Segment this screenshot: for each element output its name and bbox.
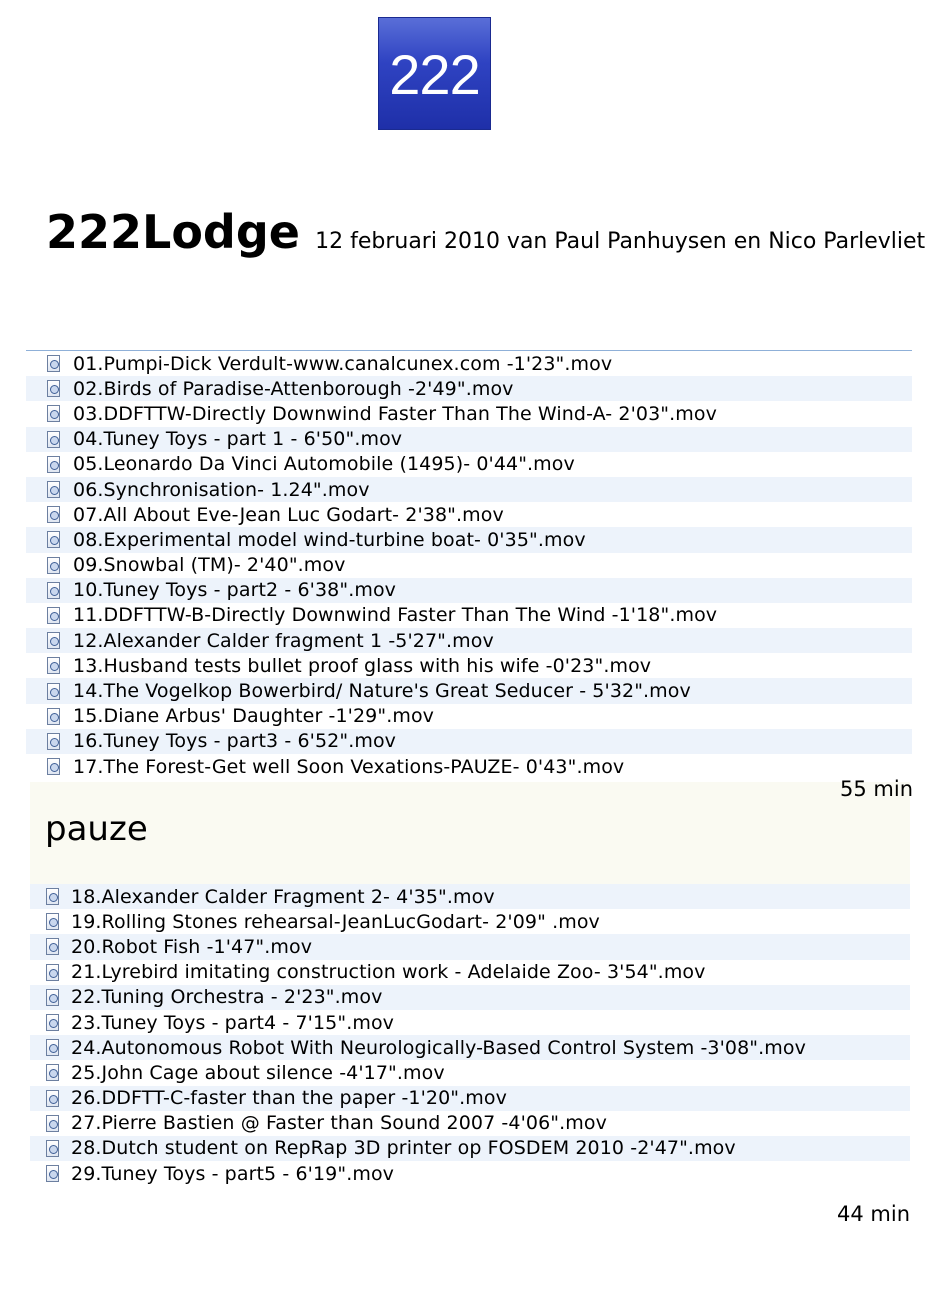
- list-item[interactable]: [26, 678, 912, 703]
- file-name: 28.Dutch student on RepRap 3D printer op FOSDEM 2010 -2'47".mov: [71, 1137, 736, 1160]
- list-item[interactable]: [26, 729, 912, 754]
- list-item[interactable]: [26, 628, 912, 653]
- movie-file-icon: [47, 456, 60, 473]
- movie-file-icon: [47, 582, 60, 599]
- list-item[interactable]: [26, 553, 912, 578]
- file-name: 29.Tuney Toys - part5 - 6'19".mov: [71, 1162, 395, 1185]
- file-name: 22.Tuning Orchestra - 2'23".mov: [71, 986, 383, 1009]
- file-name: 11.DDFTTW-B-Directly Downwind Faster Than The Wind -1'18".mov: [73, 604, 718, 627]
- movie-file-icon: [46, 888, 59, 905]
- movie-file-icon: [47, 531, 60, 548]
- file-name: 17.The Forest-Get well Soon Vexations-PAUZE- 0'43".mov: [73, 755, 625, 778]
- page-subtitle: 12 februari 2010 van Paul Panhuysen en Nico Parlevliet: [315, 229, 926, 254]
- file-name: 21.Lyrebird imitating construction work - Adelaide Zoo- 3'54".mov: [71, 961, 706, 984]
- movie-file-icon: [47, 431, 60, 448]
- list-item[interactable]: [26, 351, 912, 376]
- movie-file-icon: [47, 557, 60, 574]
- movie-file-icon: [46, 964, 59, 981]
- file-name: 24.Autonomous Robot With Neurologically-Based Control System -3'08".mov: [71, 1036, 806, 1059]
- movie-file-icon: [47, 708, 60, 725]
- file-name: 10.Tuney Toys - part2 - 6'38".mov: [73, 579, 397, 602]
- file-name: 09.Snowbal (TM)- 2'40".mov: [73, 554, 346, 577]
- movie-file-icon: [46, 1064, 59, 1081]
- 222-logo: [378, 17, 491, 130]
- list-item[interactable]: [26, 653, 912, 678]
- list-item[interactable]: [30, 1161, 910, 1186]
- file-name: 27.Pierre Bastien @ Faster than Sound 2007 -4'06".mov: [71, 1112, 607, 1135]
- file-name: 13.Husband tests bullet proof glass with his wife -0'23".mov: [73, 654, 652, 677]
- list-item[interactable]: [26, 427, 912, 452]
- list-item[interactable]: [30, 934, 910, 959]
- movie-file-icon: [46, 1014, 59, 1031]
- part-2-duration: 44 min: [837, 1202, 910, 1226]
- list-item[interactable]: [30, 985, 910, 1010]
- movie-file-icon: [46, 989, 59, 1006]
- playlist-part-1: [26, 350, 912, 779]
- file-name: 05.Leonardo Da Vinci Automobile (1495)- 0'44".mov: [73, 453, 575, 476]
- list-item[interactable]: [26, 502, 912, 527]
- file-name: 19.Rolling Stones rehearsal-JeanLucGodart- 2'09" .mov: [71, 910, 600, 933]
- movie-file-icon: [47, 481, 60, 498]
- list-item[interactable]: [26, 527, 912, 552]
- list-item[interactable]: [30, 1086, 910, 1111]
- movie-file-icon: [46, 1165, 59, 1182]
- movie-file-icon: [47, 758, 60, 775]
- movie-file-icon: [46, 1140, 59, 1157]
- file-name: 07.All About Eve-Jean Luc Godart- 2'38".mov: [73, 503, 504, 526]
- list-item[interactable]: [26, 401, 912, 426]
- logo-text: 222: [389, 42, 480, 106]
- playlist-part-2: [30, 884, 910, 1186]
- page-title: 222Lodge: [46, 205, 300, 259]
- movie-file-icon: [46, 938, 59, 955]
- movie-file-icon: [47, 683, 60, 700]
- list-item[interactable]: [30, 909, 910, 934]
- list-item[interactable]: [26, 603, 912, 628]
- file-name: 16.Tuney Toys - part3 - 6'52".mov: [73, 730, 397, 753]
- file-name: 03.DDFTTW-Directly Downwind Faster Than The Wind-A- 2'03".mov: [73, 402, 717, 425]
- file-name: 20.Robot Fish -1'47".mov: [71, 935, 313, 958]
- movie-file-icon: [47, 380, 60, 397]
- list-item[interactable]: [30, 960, 910, 985]
- list-item[interactable]: [26, 578, 912, 603]
- movie-file-icon: [47, 355, 60, 372]
- file-name: 01.Pumpi-Dick Verdult-www.canalcunex.com -1'23".mov: [73, 352, 613, 375]
- movie-file-icon: [47, 657, 60, 674]
- list-item[interactable]: [26, 704, 912, 729]
- movie-file-icon: [47, 632, 60, 649]
- page-header: [46, 205, 925, 259]
- file-name: 26.DDFTT-C-faster than the paper -1'20".mov: [71, 1087, 507, 1110]
- file-name: 04.Tuney Toys - part 1 - 6'50".mov: [73, 428, 403, 451]
- movie-file-icon: [47, 506, 60, 523]
- pause-label: pauze: [45, 809, 148, 849]
- part-1-duration: 55 min: [840, 777, 913, 801]
- list-item[interactable]: [26, 754, 912, 779]
- pause-band: [30, 782, 910, 884]
- movie-file-icon: [46, 1115, 59, 1132]
- file-name: 06.Synchronisation- 1.24".mov: [73, 478, 370, 501]
- file-name: 18.Alexander Calder Fragment 2- 4'35".mov: [71, 885, 495, 908]
- file-name: 08.Experimental model wind-turbine boat- 0'35".mov: [73, 528, 586, 551]
- movie-file-icon: [47, 607, 60, 624]
- movie-file-icon: [46, 913, 59, 930]
- movie-file-icon: [47, 733, 60, 750]
- movie-file-icon: [46, 1039, 59, 1056]
- list-item[interactable]: [30, 1111, 910, 1136]
- list-item[interactable]: [30, 1136, 910, 1161]
- list-item[interactable]: [30, 1035, 910, 1060]
- file-name: 02.Birds of Paradise-Attenborough -2'49".mov: [73, 377, 514, 400]
- movie-file-icon: [46, 1090, 59, 1107]
- file-name: 14.The Vogelkop Bowerbird/ Nature's Great Seducer - 5'32".mov: [73, 680, 691, 703]
- list-item[interactable]: [26, 376, 912, 401]
- movie-file-icon: [47, 405, 60, 422]
- list-item[interactable]: [30, 884, 910, 909]
- list-item[interactable]: [30, 1060, 910, 1085]
- file-name: 12.Alexander Calder fragment 1 -5'27".mov: [73, 629, 494, 652]
- list-item[interactable]: [26, 477, 912, 502]
- list-item[interactable]: [26, 452, 912, 477]
- file-name: 25.John Cage about silence -4'17".mov: [71, 1061, 445, 1084]
- file-name: 23.Tuney Toys - part4 - 7'15".mov: [71, 1011, 395, 1034]
- file-name: 15.Diane Arbus' Daughter -1'29".mov: [73, 705, 435, 728]
- list-item[interactable]: [30, 1010, 910, 1035]
